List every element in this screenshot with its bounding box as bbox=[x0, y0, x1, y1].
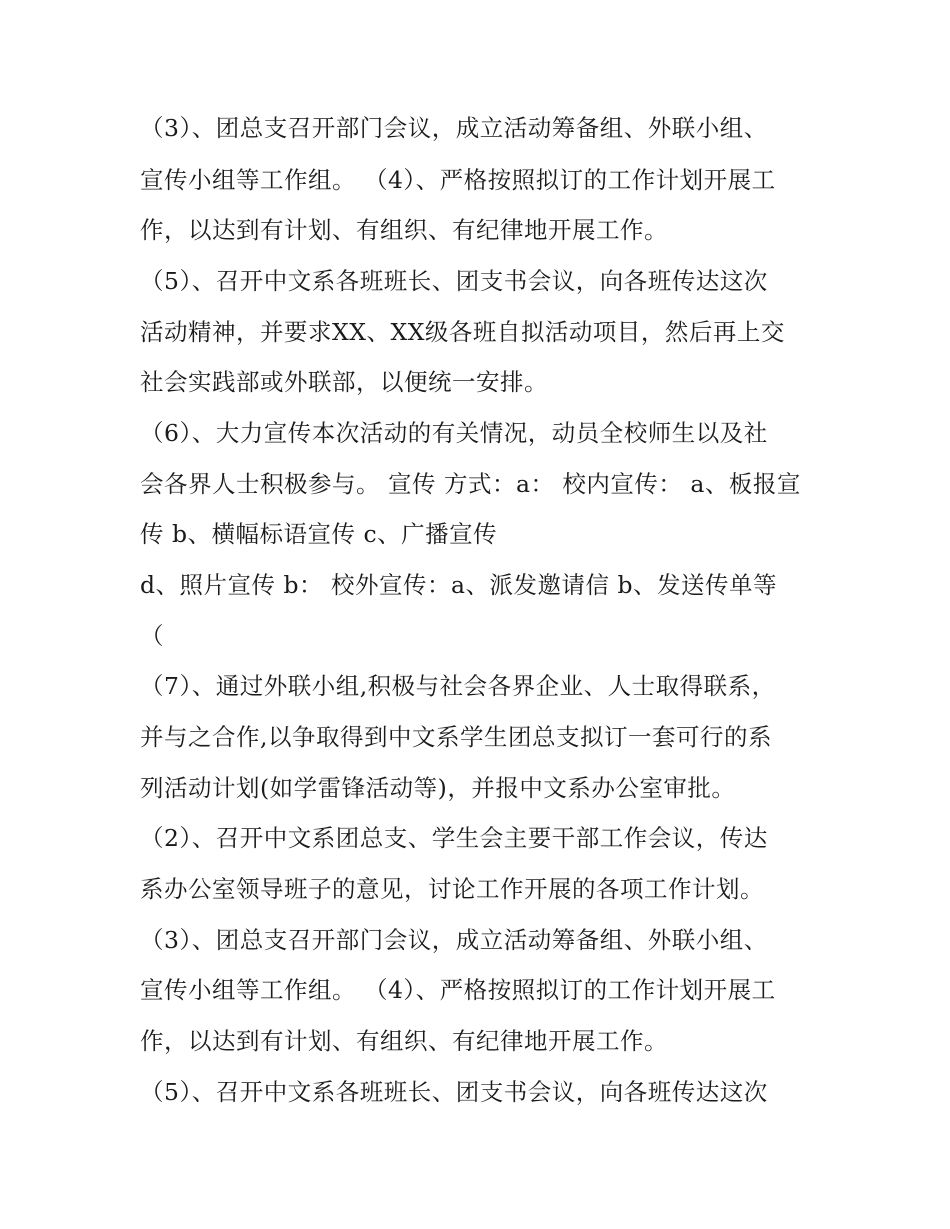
text-line: 会各界人士积极参与。 宣传 方式：a： 校内宣传： a、板报宣 bbox=[140, 470, 801, 498]
text-line: （ bbox=[140, 622, 164, 650]
text-line: （5）、召开中文系各班班长、团支书会议，向各班传达这次 bbox=[140, 267, 768, 295]
text-line: （5）、召开中文系各班班长、团支书会议，向各班传达这次 bbox=[140, 1078, 768, 1106]
text-line: 列活动计划(如学雷锋活动等)，并报中文系办公室审批。 bbox=[140, 774, 736, 802]
text-line: 作，以达到有计划、有组织、有纪律地开展工作。 bbox=[140, 216, 668, 244]
text-line: 宣传小组等工作组。 （4）、严格按照拟订的工作计划开展工 bbox=[140, 976, 776, 1004]
text-line: （2）、召开中文系团总支、学生会主要干部工作会议，传达 bbox=[140, 824, 768, 852]
text-line: （6）、大力宣传本次活动的有关情况，动员全校师生以及社 bbox=[140, 419, 768, 447]
text-line: 活动精神，并要求XX、XX级各班自拟活动项目，然后再上交 bbox=[140, 318, 785, 346]
text-line: （7）、通过外联小组,积极与社会各界企业、人士取得联系， bbox=[140, 672, 776, 700]
text-line: 作，以达到有计划、有组织、有纪律地开展工作。 bbox=[140, 1027, 668, 1055]
text-line: 传 b、横幅标语宣传 c、广播宣传 bbox=[140, 520, 498, 548]
text-line: 社会实践部或外联部，以便统一安排。 bbox=[140, 368, 548, 396]
text-line: 并与之合作,以争取得到中文系学生团总支拟订一套可行的系 bbox=[140, 723, 772, 751]
text-line: 宣传小组等工作组。 （4）、严格按照拟订的工作计划开展工 bbox=[140, 166, 776, 194]
text-line: （3）、团总支召开部门会议，成立活动筹备组、外联小组、 bbox=[140, 926, 768, 954]
text-line: 系办公室领导班子的意见，讨论工作开展的各项工作计划。 bbox=[140, 875, 764, 903]
text-line: （3）、团总支召开部门会议，成立活动筹备组、外联小组、 bbox=[140, 114, 768, 142]
text-line: d、照片宣传 b： 校外宣传：a、派发邀请信 b、发送传单等 bbox=[140, 571, 778, 599]
